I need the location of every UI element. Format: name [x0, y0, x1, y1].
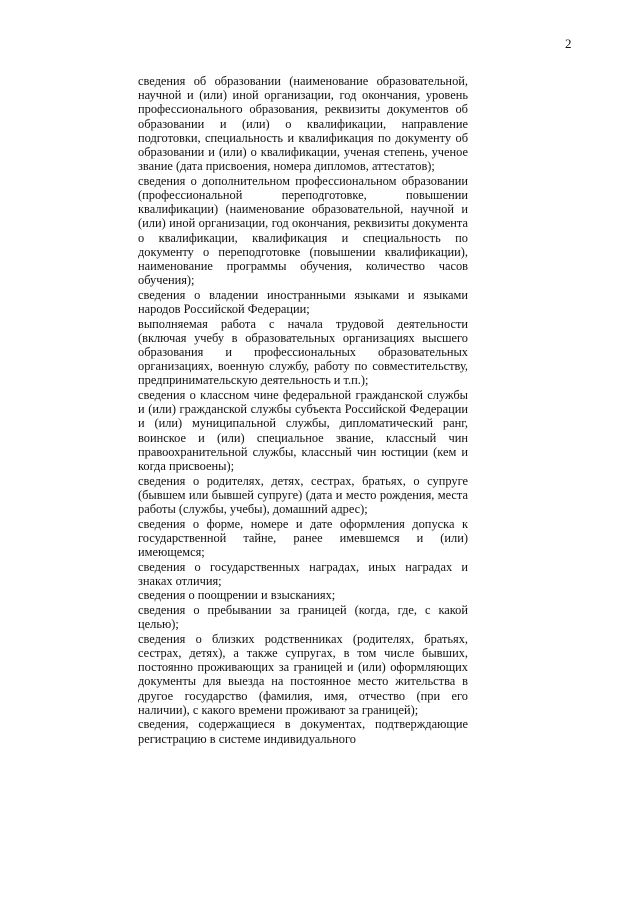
- paragraph-registration-documents: сведения, содержащиеся в документах, подтверждающие регистрацию в системе индивидуального: [138, 717, 468, 746]
- document-body: [138, 74, 468, 746]
- page-number: 2: [565, 36, 572, 51]
- paragraph-state-secret-access: сведения о форме, номере и дате оформления допуска к государственной тайне, ранее имевшемся и (или) имеющемся;: [138, 516, 468, 560]
- paragraph-education: сведения об образовании (наименование образовательной, научной и (или) иной организации, год окончания, уровень профессионального образования, реквизиты документов об образовании и (или) о квалификации, направление подготовки, специальность и квалификация по документу об образовании и (или) о квалификации, ученая степень, ученое звание (дата присвоения, номера дипломов, аттестатов);: [138, 74, 468, 174]
- paragraph-incentives: сведения о поощрении и взысканиях;: [138, 588, 336, 603]
- paragraph-additional-education: сведения о дополнительном профессиональном образовании (профессиональной переподготовке, повышении квалификации) (наименование образовательной, научной и (или) иной организации, год окончания, реквизиты документа о квалификации, квалификация и специальность по документу о переподготовке (повышении квалификации), наименование программы обучения, количество часов обучения);: [138, 173, 468, 288]
- paragraph-relatives-abroad: сведения о близких родственниках (родителях, братьях, сестрах, детях), а также супругах, в том числе бывших, постоянно проживающих за границей и (или) оформляющих документы для выезда на постоянное место жительства в другое государство (фамилия, имя, отчество (при его наличии), с какого времени проживают за границей);: [138, 631, 468, 717]
- paragraph-abroad-stay: сведения о пребывании за границей (когда, где, с какой целью);: [138, 603, 468, 632]
- paragraph-class-rank: сведения о классном чине федеральной гражданской службы и (или) гражданской службы субъекта Российской Федерации и (или) муниципальной службы, дипломатический ранг, воинское и (или) специальное звание, классный чин правоохранительной службы, классный чин юстиции (кем и когда присвоены);: [138, 388, 468, 474]
- paragraph-languages: сведения о владении иностранными языками и языками народов Российской Федерации;: [138, 287, 468, 317]
- paragraph-awards: сведения о государственных наградах, иных наградах и знаках отличия;: [138, 559, 468, 588]
- paragraph-relatives: сведения о родителях, детях, сестрах, братьях, о супруге (бывшем или бывшей супруге) (дата и место рождения, места работы (службы, учебы), домашний адрес);: [138, 473, 468, 517]
- paragraph-work-history: выполняемая работа с начала трудовой деятельности (включая учебу в образовательных организациях высшего образования и профессиональных образовательных организациях, военную службу, работу по совместительству, предпринимательскую деятельность и т.п.);: [138, 316, 468, 388]
